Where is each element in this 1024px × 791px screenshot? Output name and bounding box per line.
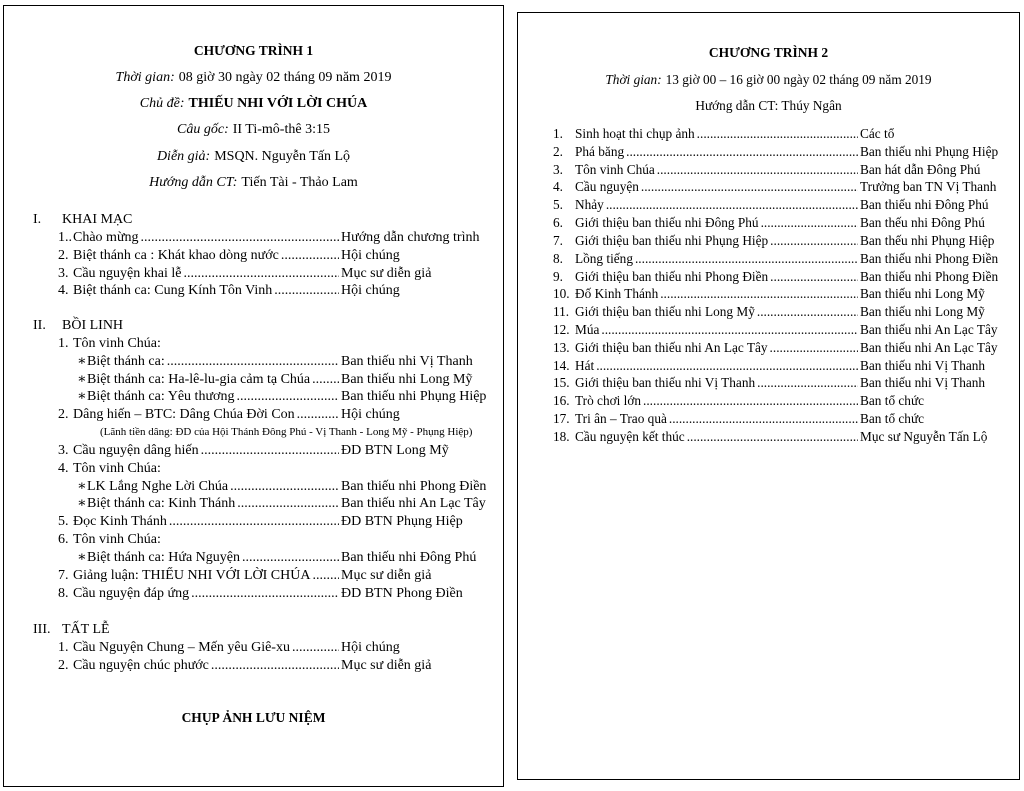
item-activity-cell [73,585,339,603]
item-number: 2. [58,657,69,673]
leader-dots [235,495,339,513]
item-activity: Giới thiệu ban thiếu nhi Long Mỹ [575,304,755,320]
item-responsible: Hội chúng [341,247,400,263]
item-activity: Lồng tiếng [575,250,633,266]
program-item [518,143,1019,161]
item-activity-cell [87,388,339,406]
program-item [518,268,1019,286]
item-responsible: Ban thiếu nhi Phụng Hiệp [341,389,487,405]
speaker-value: MSQN. Nguyễn Tấn Lộ [214,149,351,164]
item-activity: Biệt thánh ca: Yêu thương [87,389,235,405]
leader-dots [604,196,858,214]
program-1-theme-line [4,95,503,113]
item-activity-cell [575,428,858,446]
item-number: 11. [553,304,570,320]
section-numeral: I. [33,212,42,227]
item-responsible: Mục sư diễn giả [341,567,432,583]
item-responsible: Ban thếu nhi Phụng Hiệp [860,232,995,248]
leader-dots [633,250,858,268]
item-activity: Biệt thánh ca: [87,353,165,369]
item-activity-cell [73,282,339,300]
leader-dots [209,657,339,675]
program-item [518,161,1019,179]
item-number: 4. [58,460,69,476]
section-items [4,639,503,675]
item-activity: Giới thiệu ban thiếu nhi Phong Điền [575,268,769,284]
leader-dots [228,478,339,496]
item-activity: Giới thiệu ban thiếu nhi Phụng Hiệp [575,232,769,248]
item-number: 6. [553,215,563,231]
item-activity-cell [73,639,339,657]
program-item [4,639,503,657]
program-item [518,232,1019,250]
item-activity-cell [73,406,339,424]
program-item [4,229,503,247]
program-1-panel [3,5,504,787]
bullet-marker: ∗ [77,549,87,565]
leader-dots [755,374,858,392]
leader-dots [685,428,858,446]
item-activity-cell [73,335,339,353]
program-item [518,392,1019,410]
item-responsible: Ban thiếu nhi Phong Điền [860,268,999,284]
verse-label: Câu gốc: [177,122,229,137]
item-activity: Trò chơi lớn [575,393,642,409]
bullet-item [4,371,503,389]
bullet-marker: ∗ [77,496,87,512]
program-item [4,247,503,265]
item-number: 8. [58,585,69,601]
item-responsible: Ban thiếu nhi An Lạc Tây [860,321,998,337]
bullet-item [4,478,503,496]
item-activity: Cầu nguyện đáp ứng [73,585,190,601]
item-responsible: Ban thiếu nhi Vị Thanh [860,357,986,373]
bullet-item [4,549,503,567]
leader-dots [695,125,858,143]
section-devotion [4,317,503,603]
bullet-item [4,353,503,371]
verse-value: II Ti-mô-thê 3:15 [232,122,330,137]
program-item [4,513,503,531]
time-label: Thời gian: [115,70,175,85]
item-responsible: Ban thiếu nhi Phụng Hiệp [860,143,999,159]
item-responsible: Ban thếu nhi Đông Phú [860,215,985,231]
item-number: 3. [58,442,69,458]
item-activity-cell [575,392,858,410]
item-responsible: Ban thiếu nhi An Lạc Tây [341,496,486,512]
item-activity: Hát [575,357,595,373]
item-number: 4. [58,283,69,299]
item-responsible: Hội chúng [341,407,400,423]
leader-dots [272,282,339,300]
time-value: 13 giờ 00 – 16 giờ 00 ngày 02 tháng 09 năm 2019 [665,72,932,87]
leader-dots [167,513,339,531]
item-number: 1. [58,335,69,351]
item-activity-cell [575,143,858,161]
program-item [4,460,503,478]
item-activity-cell [575,161,858,179]
bullet-item [4,495,503,513]
program-2-host-line: Hướng dẫn CT: Thúy Ngân [695,98,842,113]
item-number: 1. [58,639,69,655]
item-number: 3. [553,161,563,177]
leader-dots [234,388,339,406]
item-activity-cell [73,513,339,531]
program-2-list [518,125,1019,446]
leader-dots [768,339,858,357]
item-activity: Tôn vinh Chúa [575,161,655,177]
item-responsible: Ban thiếu nhi An Lạc Tây [860,339,998,355]
item-responsible: Trưởng ban TN Vị Thanh [860,179,997,195]
section-items [4,335,503,603]
item-activity-cell [73,567,339,585]
item-activity: Giới thiệu ban thiếu nhi Vị Thanh [575,375,756,391]
leader-dots [199,442,339,460]
leader-dots [295,406,339,424]
item-number: 2. [553,143,563,159]
theme-value: THIẾU NHI VỚI LỜI CHÚA [188,96,368,111]
host-label: Hướng dẫn CT: [149,175,238,190]
leader-dots [768,232,858,250]
item-responsible: Ban tổ chức [860,393,925,409]
program-item [518,321,1019,339]
program-item [518,428,1019,446]
item-responsible: Mục sư diễn giả [341,657,432,673]
item-activity: Biệt thánh ca : Khát khao dòng nước [73,247,279,263]
item-activity-cell [73,265,339,283]
host-value: Tiến Tài - Thảo Lam [241,175,358,190]
item-responsible: Các tổ [860,126,895,141]
item-responsible: Ban thiếu nhi Đông Phú [860,197,989,213]
leader-dots [139,229,339,247]
program-item [518,125,1019,143]
item-number: 1. [553,126,563,141]
program-item [4,406,503,424]
program-item [4,442,503,460]
item-activity-cell [575,250,858,268]
section-heading [4,317,503,335]
leader-dots [655,161,858,179]
bullet-item [4,388,503,406]
section-numeral: III. [33,622,51,637]
theme-label: Chủ đề: [139,96,185,111]
offering-note [4,424,503,442]
section-closing [4,621,503,675]
item-activity-cell [73,460,339,478]
bullet-marker: ∗ [77,353,87,369]
speaker-label: Diễn giả: [156,149,211,164]
item-activity-cell [73,229,339,247]
item-activity-cell [575,285,858,303]
offering-note-text: (Lãnh tiền dâng: ĐD của Hội Thánh Đông Phú - Vị Thanh - Long Mỹ - Phụng Hiệp) [100,426,473,439]
item-responsible: Hội chúng [341,639,400,655]
item-activity-cell [575,232,858,250]
item-number: 13. [553,339,570,355]
item-activity: Giới thiệu ban thiếu nhi Đông Phú [575,215,759,231]
item-responsible: ĐD BTN Phong Điền [341,585,463,601]
item-number: 5. [58,514,69,530]
item-activity: Biệt thánh ca: Hứa Nguyện [87,549,240,565]
section-title: KHAI MẠC [62,212,133,227]
item-responsible: Hội chúng [341,283,400,299]
item-activity-cell [87,549,339,567]
leader-dots [658,285,858,303]
item-activity-cell [73,657,339,675]
item-responsible: Ban thiếu nhi Long Mỹ [860,304,985,320]
item-activity: Tôn vinh Chúa: [73,335,161,351]
bullet-marker: ∗ [77,389,87,405]
section-items [4,229,503,300]
leader-dots [240,549,339,567]
item-activity: Cầu nguyện dâng hiến [73,442,199,458]
program-item [4,531,503,549]
program-item [518,410,1019,428]
program-item [4,567,503,585]
program-item [4,282,503,300]
item-number: 17. [553,411,570,426]
program-item [518,374,1019,392]
item-activity: Biệt thánh ca: Kinh Thánh [87,496,236,512]
program-item [4,585,503,603]
item-number: 1.. [58,229,72,245]
time-label: Thời gian: [605,72,662,87]
item-activity: Tri ân – Trao quà [575,411,667,426]
item-number: 4. [553,179,563,195]
program-item [518,196,1019,214]
item-number: 12. [553,321,570,337]
item-responsible: Ban thiếu nhi Phong Điền [341,478,487,494]
item-activity-cell [87,495,339,513]
program-item [518,214,1019,232]
time-value: 08 giờ 30 ngày 02 tháng 09 năm 2019 [178,70,392,85]
item-activity: Chào mừng [73,229,139,245]
leader-dots [667,410,858,428]
item-activity: Nhảy [575,197,604,213]
program-item [518,250,1019,268]
item-activity-cell [575,303,858,321]
leader-dots [599,321,858,339]
bullet-marker: ∗ [77,478,87,494]
item-number: 6. [58,532,69,548]
item-responsible: Hướng dẫn chương trình [341,229,480,245]
item-activity-cell [73,247,339,265]
section-title: TẤT LỄ [62,622,110,637]
program-item [518,357,1019,375]
leader-dots [755,303,858,321]
item-activity-cell [575,178,858,196]
section-heading [4,621,503,639]
item-responsible: Ban thiếu nhi Đông Phú [341,549,477,565]
program-1-host-line [4,174,503,192]
item-activity: LK Lắng Nghe Lời Chúa [87,478,229,494]
program-2-title: CHƯƠNG TRÌNH 2 [708,45,829,60]
item-activity: Biệt thánh ca: Cung Kính Tôn Vinh [73,283,273,299]
item-activity: Cầu nguyện [575,179,639,195]
item-activity: Cầu nguyện khai lễ [73,265,182,281]
item-number: 3. [58,265,69,281]
leader-dots [768,268,858,286]
leader-dots [624,143,858,161]
item-number: 7. [553,232,563,248]
item-number: 18. [553,428,570,444]
program-1-verse-line [4,121,503,139]
item-activity: Cầu nguyện kết thúc [575,428,685,444]
item-responsible: Ban thiếu nhi Vị Thanh [341,353,473,369]
program-1-speaker-line [4,148,503,166]
item-activity: Phá băng [575,143,625,159]
program-item [518,303,1019,321]
item-activity: Cầu nguyện chúc phước [73,657,209,673]
leader-dots [310,371,339,389]
item-activity-cell [575,374,858,392]
item-number: 16. [553,393,570,409]
leader-dots [290,639,339,657]
item-activity: Sinh hoạt thi chụp ảnh [575,126,695,141]
item-responsible: Ban tổ chức [860,411,925,426]
item-responsible: Ban thiếu nhi Long Mỹ [341,371,473,387]
item-responsible: Ban thiếu nhi Phong Điền [860,250,999,266]
item-activity-cell [575,339,858,357]
item-activity-cell [575,125,858,143]
program-1-title: CHƯƠNG TRÌNH 1 [193,43,314,58]
leader-dots [165,353,339,371]
item-responsible: Mục sư diễn giả [341,265,432,281]
item-responsible: Mục sư Nguyễn Tấn Lộ [860,428,988,444]
item-number: 2. [58,247,69,263]
item-number: 9. [553,268,563,284]
item-activity: Biệt thánh ca: Ha-lê-lu-gia cảm tạ Chúa [87,371,311,387]
program-item [518,178,1019,196]
item-activity-cell [87,353,339,371]
item-number: 8. [553,250,563,266]
item-activity: Đọc Kinh Thánh [73,514,167,530]
leader-dots [189,585,339,603]
section-opening [4,211,503,300]
section-numeral: II. [33,318,46,333]
item-activity-cell [575,321,858,339]
item-responsible: Ban thiếu nhi Vị Thanh [860,375,986,391]
item-number: 15. [553,375,570,391]
program-1-time-line [4,69,503,87]
item-activity: Cầu Nguyện Chung – Mến yêu Giê-xu [73,639,290,655]
item-activity: Tôn vinh Chúa: [73,460,161,476]
leader-dots [279,247,339,265]
item-activity-cell [87,478,339,496]
item-activity-cell [575,214,858,232]
item-activity: Giới thiệu ban thiếu nhi An Lạc Tây [575,339,768,355]
item-activity: Giảng luận: THIẾU NHI VỚI LỜI CHÚA [73,567,311,583]
program-item [518,285,1019,303]
section-heading [4,211,503,229]
item-activity-cell [575,268,858,286]
item-activity-cell [575,196,858,214]
leader-dots [641,392,858,410]
item-responsible: Ban thiếu nhi Long Mỹ [860,286,985,302]
leader-dots [181,265,339,283]
item-number: 5. [553,197,563,213]
program-2-time-line [518,71,1019,89]
item-responsible: ĐD BTN Long Mỹ [341,442,449,458]
program-item [4,265,503,283]
leader-dots [310,567,339,585]
leader-dots [759,214,858,232]
item-activity-cell [87,371,339,389]
item-activity-cell [575,357,858,375]
section-title: BỒI LINH [62,318,124,333]
item-activity: Dâng hiến – BTC: Dâng Chúa Đời Con [73,407,295,423]
item-activity-cell [73,531,339,549]
bullet-marker: ∗ [77,371,87,387]
program-item [4,335,503,353]
photo-session-heading: CHỤP ẢNH LƯU NIỆM [181,710,326,725]
item-activity-cell [575,410,858,428]
item-responsible: Ban hát dẫn Đông Phú [860,161,981,177]
item-number: 2. [58,407,69,423]
item-number: 10. [553,286,570,302]
leader-dots [639,178,858,196]
item-activity: Đố Kinh Thánh [575,286,659,302]
item-number: 14. [553,357,570,373]
program-item [4,657,503,675]
program-item [518,339,1019,357]
item-activity-cell [73,442,339,460]
item-activity: Tôn vinh Chúa: [73,532,161,548]
leader-dots [594,357,858,375]
item-activity: Múa [575,321,600,337]
item-responsible: ĐD BTN Phụng Hiệp [341,514,463,530]
program-2-panel [517,12,1020,780]
item-number: 7. [58,567,69,583]
